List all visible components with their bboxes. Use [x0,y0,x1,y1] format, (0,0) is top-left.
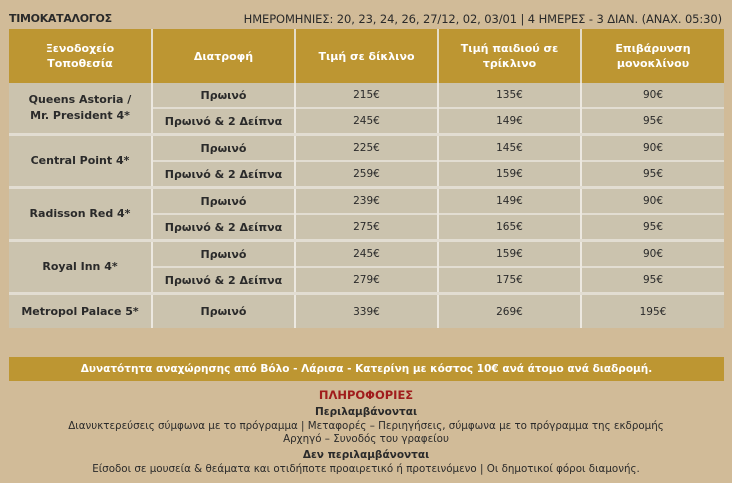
price-single-supplement: 95€ [581,267,724,294]
table-row [9,83,724,108]
price-child: 149€ [438,108,581,135]
board-type: Πρωινό [152,83,295,108]
price-double: 279€ [295,267,438,294]
table-header-row [9,29,724,83]
price-single-supplement: 90€ [581,135,724,162]
price-double: 339€ [295,294,438,329]
col-header-single: Επιβάρυνση μονοκλίνου [581,29,724,83]
col-header-double: Τιμή σε δίκλινο [295,29,438,83]
price-double: 245€ [295,241,438,268]
info-heading: ΠΛΗΡΟΦΟΡΙΕΣ [318,388,414,402]
board-type: Πρωινό [152,135,295,162]
hotel-name: Metropol Palace 5* [9,294,152,329]
price-child: 175€ [438,267,581,294]
board-type: Πρωινό & 2 Δείπνα [152,161,295,188]
price-single-supplement: 90€ [581,241,724,268]
table-row [9,188,724,215]
price-single-supplement: 90€ [581,83,724,108]
departure-options-banner: Δυνατότητα αναχώρησης από Βόλο - Λάρισα - Κατερίνη με κόστος 10€ ανά άτομο ανά διαδρομή. [9,357,724,381]
table-row [9,294,724,329]
price-double: 215€ [295,83,438,108]
info-section [0,387,732,476]
price-child: 145€ [438,135,581,162]
col-header-hotel: Ξενοδοχείο Τοποθεσία [9,29,152,83]
board-type: Πρωινό [152,241,295,268]
board-type: Πρωινό [152,294,295,329]
board-type: Πρωινό [152,188,295,215]
price-child: 269€ [438,294,581,329]
dates-info: ΗΜΕΡΟΜΗΝΙΕΣ: 20, 23, 24, 26, 27/12, 02, 03/01 | 4 ΗΜΕΡΕΣ - 3 ΔΙΑΝ. (ΑΝΑΧ. 05:30) [243,12,722,26]
hotel-name: Royal Inn 4* [9,241,152,294]
included-title: Περιλαμβάνονται [314,406,418,418]
board-type: Πρωινό & 2 Δείπνα [152,108,295,135]
price-single-supplement: 195€ [581,294,724,329]
table-row [9,241,724,268]
price-single-supplement: 90€ [581,188,724,215]
price-list-title: ΤΙΜΟΚΑΤΑΛΟΓΟΣ [9,12,112,25]
price-double: 245€ [295,108,438,135]
price-child: 159€ [438,241,581,268]
excluded-title: Δεν περιλαμβάνονται [302,449,430,461]
col-header-child: Τιμή παιδιού σε τρίκλινο [438,29,581,83]
price-table [9,29,724,328]
price-double: 239€ [295,188,438,215]
price-child: 165€ [438,214,581,241]
hotel-name: Queens Astoria / Mr. President 4* [9,83,152,135]
price-child: 159€ [438,161,581,188]
top-bar [9,12,724,26]
price-single-supplement: 95€ [581,108,724,135]
price-child: 149€ [438,188,581,215]
included-line: Αρχηγό – Συνοδός του γραφείου [283,433,449,445]
board-type: Πρωινό & 2 Δείπνα [152,214,295,241]
price-single-supplement: 95€ [581,161,724,188]
hotel-name: Central Point 4* [9,135,152,188]
board-type: Πρωινό & 2 Δείπνα [152,267,295,294]
hotel-name: Radisson Red 4* [9,188,152,241]
price-single-supplement: 95€ [581,214,724,241]
price-double: 225€ [295,135,438,162]
col-header-board: Διατροφή [152,29,295,83]
price-child: 135€ [438,83,581,108]
price-double: 259€ [295,161,438,188]
table-row [9,135,724,162]
price-double: 275€ [295,214,438,241]
excluded-line: Είσοδοι σε μουσεία & θεάματα και οτιδήποτε προαιρετικό ή προτεινόμενο | Οι δημοτικοί φόροι διαμονής. [92,463,640,475]
included-line: Διανυκτερεύσεις σύμφωνα με το πρόγραμμα | Μεταφορές – Περιηγήσεις, σύμφωνα με το πρόγραμμα της εκδρομής [68,420,664,432]
